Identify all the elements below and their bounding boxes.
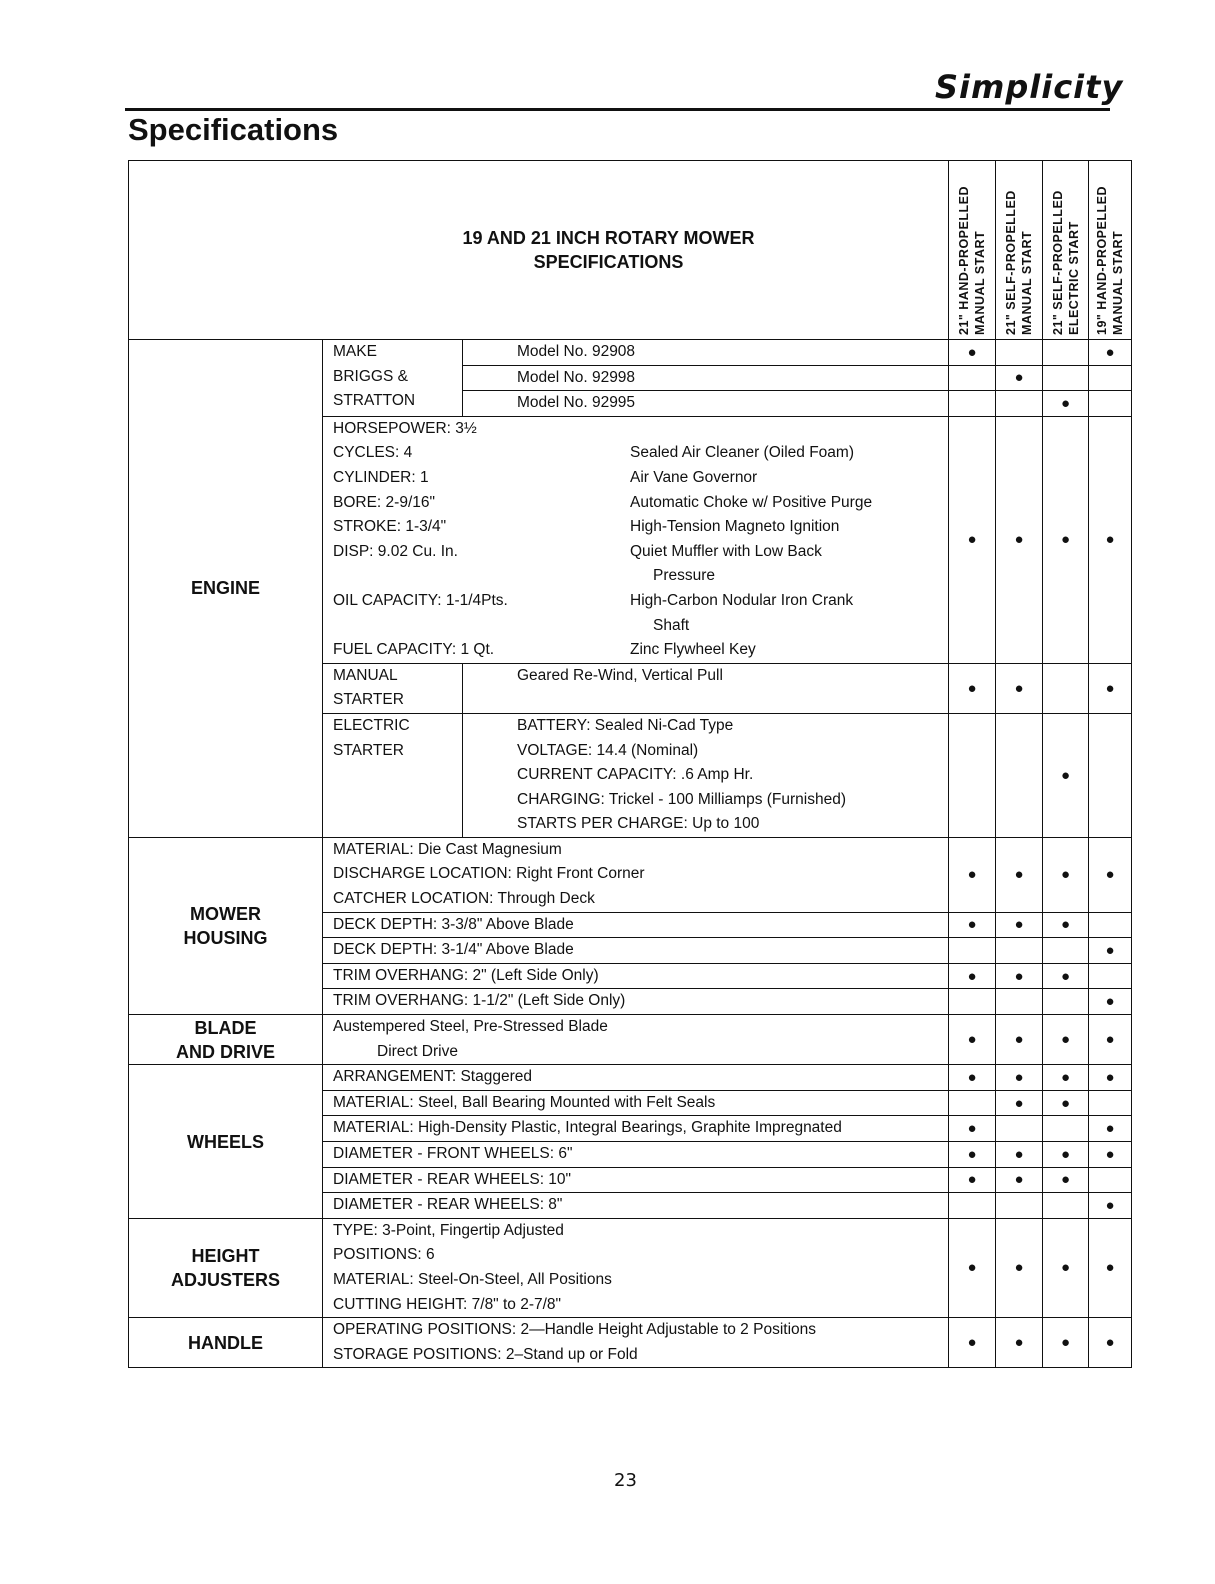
engine-spec-left: OIL CAPACITY: 1-1/4Pts. <box>333 591 508 609</box>
check-cell <box>949 837 996 912</box>
bullet-icon: ● <box>967 1145 977 1163</box>
bullet-icon: ● <box>1060 394 1071 412</box>
spec-line: OPERATING POSITIONS: 2—Handle Height Adjustable to 2 Positions <box>333 1321 817 1339</box>
column-header-line: 19" HAND-PROPELLED <box>1095 186 1110 335</box>
check-cell <box>996 837 1043 912</box>
check-cell <box>1089 989 1132 1015</box>
bullet-icon: ● <box>1105 866 1115 884</box>
check-cell <box>1089 340 1132 366</box>
spec-line: DIAMETER - FRONT WHEELS: 6" <box>333 1145 573 1162</box>
section-label-height-adjusters <box>129 1218 323 1317</box>
bullet-icon: ● <box>1105 1069 1115 1087</box>
section-label-line: ADJUSTERS <box>170 1269 281 1290</box>
check-cell <box>949 912 996 938</box>
check-cell <box>996 416 1043 663</box>
bullet-icon: ● <box>1060 866 1071 884</box>
bullet-icon: ● <box>1060 1334 1071 1352</box>
bullet-icon: ● <box>1105 1031 1115 1049</box>
spec-line: DIAMETER - REAR WHEELS: 8" <box>333 1196 563 1214</box>
check-cell <box>1043 1167 1089 1193</box>
check-cell <box>1089 713 1132 837</box>
column-header <box>949 161 996 340</box>
check-cell <box>949 1142 996 1168</box>
column-header <box>1089 161 1132 340</box>
spec-row <box>129 837 1132 912</box>
check-cell <box>949 365 996 391</box>
check-cell <box>996 1065 1043 1091</box>
section-label-line: WHEELS <box>186 1131 264 1152</box>
check-cell <box>949 713 996 837</box>
sub-label-line: STARTER <box>333 741 404 759</box>
check-cell <box>996 1015 1043 1065</box>
check-cell <box>1043 1015 1089 1065</box>
section-label-wheels <box>129 1065 323 1219</box>
spec-content <box>323 963 949 989</box>
check-cell <box>996 1090 1043 1116</box>
bullet-icon: ● <box>1105 679 1115 697</box>
spec-line: Geared Re-Wind, Vertical Pull <box>517 666 723 684</box>
check-cell <box>996 391 1043 417</box>
spec-row <box>129 1318 1132 1368</box>
check-cell <box>949 1090 996 1116</box>
section-label-handle <box>129 1318 323 1368</box>
engine-spec-left <box>333 564 630 589</box>
sub-label <box>323 713 463 837</box>
spec-line: CHARGING: Trickel - 100 Milliamps (Furnished) <box>517 790 847 808</box>
bullet-icon: ● <box>1014 916 1024 934</box>
spec-line: DISCHARGE LOCATION: Right Front Corner <box>333 865 645 883</box>
bullet-icon: ● <box>1060 1171 1071 1189</box>
check-cell <box>1089 1167 1132 1193</box>
bullet-icon: ● <box>1014 1334 1024 1352</box>
spec-row <box>129 1218 1132 1317</box>
section-label-line: HOUSING <box>183 927 268 948</box>
sub-label-line: BRIGGS & <box>333 367 408 385</box>
check-cell <box>1089 963 1132 989</box>
bullet-icon: ● <box>1105 1145 1115 1163</box>
check-cell <box>949 391 996 417</box>
check-cell <box>1043 1193 1089 1219</box>
spec-content <box>323 912 949 938</box>
section-label-blade-and drive <box>129 1015 323 1065</box>
bullet-icon: ● <box>967 866 977 884</box>
engine-spec-grid <box>323 417 948 663</box>
engine-spec-left: CYCLES: 4 <box>333 444 413 462</box>
check-cell <box>1043 1116 1089 1142</box>
bullet-icon: ● <box>1014 1069 1024 1087</box>
spec-line: STORAGE POSITIONS: 2–Stand up or Fold <box>333 1345 638 1363</box>
bullet-icon: ● <box>1014 967 1024 985</box>
bullet-icon: ● <box>1014 1031 1024 1049</box>
column-header-text <box>1094 165 1126 335</box>
check-cell <box>1043 837 1089 912</box>
check-cell <box>949 989 996 1015</box>
check-cell <box>1043 912 1089 938</box>
check-cell <box>1043 1065 1089 1091</box>
check-cell <box>949 1167 996 1193</box>
spec-content <box>463 391 949 417</box>
check-cell <box>1089 391 1132 417</box>
check-cell <box>949 1015 996 1065</box>
simplicity-logo: Simplicity <box>935 68 1124 106</box>
check-cell <box>949 1116 996 1142</box>
bullet-icon: ● <box>1060 967 1071 985</box>
check-cell <box>1089 1015 1132 1065</box>
spec-content <box>323 1193 949 1219</box>
check-cell <box>996 1116 1043 1142</box>
check-cell <box>1089 837 1132 912</box>
spec-line: TYPE: 3-Point, Fingertip Adjusted <box>333 1221 564 1239</box>
bullet-icon: ● <box>967 916 977 934</box>
spec-content <box>323 938 949 964</box>
check-cell <box>1043 365 1089 391</box>
spec-content <box>323 1116 949 1142</box>
bullet-icon: ● <box>1014 866 1024 884</box>
bullet-icon: ● <box>967 1259 977 1277</box>
engine-spec-left: BORE: 2-9/16" <box>333 493 435 511</box>
check-cell <box>1089 1218 1132 1317</box>
spec-content <box>323 1090 949 1116</box>
section-label-line: ENGINE <box>190 578 260 599</box>
page-number: 23 <box>614 1470 637 1491</box>
engine-spec-right: High-Tension Magneto Ignition <box>630 518 840 536</box>
spec-line: DIAMETER - REAR WHEELS: 10" <box>333 1170 572 1188</box>
check-cell <box>949 1218 996 1317</box>
spec-line: POSITIONS: 6 <box>333 1246 435 1264</box>
check-cell <box>1043 340 1089 366</box>
engine-spec-right <box>630 417 948 442</box>
check-cell <box>996 938 1043 964</box>
check-cell <box>949 416 996 663</box>
engine-spec-right: Shaft <box>653 616 690 634</box>
spec-content <box>323 989 949 1015</box>
check-cell <box>996 1218 1043 1317</box>
spec-line: ARRANGEMENT: Staggered <box>333 1068 532 1086</box>
engine-spec-left: DISP: 9.02 Cu. In. <box>333 542 458 560</box>
spec-line: Direct Drive <box>377 1042 458 1060</box>
engine-spec-left: STROKE: 1-3/4" <box>333 518 447 536</box>
bullet-icon: ● <box>1060 1031 1071 1049</box>
check-cell <box>996 989 1043 1015</box>
check-cell <box>1089 416 1132 663</box>
table-title-line: SPECIFICATIONS <box>533 252 684 272</box>
bullet-icon: ● <box>1014 1094 1024 1112</box>
check-cell <box>996 1318 1043 1368</box>
page-title: Specifications <box>128 112 339 147</box>
check-cell <box>949 1193 996 1219</box>
bullet-icon: ● <box>1105 343 1115 361</box>
spec-line: MATERIAL: Die Cast Magnesium <box>333 840 562 858</box>
column-header-line: 21" SELF-PROPELLED <box>1004 190 1019 335</box>
bullet-icon: ● <box>967 1171 977 1189</box>
check-cell <box>996 963 1043 989</box>
section-label-line: MOWER <box>190 903 261 924</box>
bullet-icon: ● <box>1105 1334 1115 1352</box>
sub-label <box>323 663 463 713</box>
spec-content <box>323 1167 949 1193</box>
check-cell <box>1043 391 1089 417</box>
bullet-icon: ● <box>967 1334 977 1352</box>
table-title <box>129 161 949 340</box>
bullet-icon: ● <box>1060 1069 1071 1087</box>
section-label-line: AND DRIVE <box>175 1041 275 1062</box>
spec-content <box>463 663 949 713</box>
check-cell <box>1043 663 1089 713</box>
check-cell <box>949 938 996 964</box>
spec-line: STARTS PER CHARGE: Up to 100 <box>517 815 760 833</box>
sub-label-line: ELECTRIC <box>333 716 410 734</box>
engine-spec-right: Quiet Muffler with Low Back <box>630 542 822 560</box>
table-header-row <box>129 161 1132 340</box>
bullet-icon: ● <box>1060 531 1071 549</box>
check-cell <box>1089 663 1132 713</box>
spec-content <box>463 713 949 837</box>
check-cell <box>1043 963 1089 989</box>
sub-label-line: MANUAL <box>333 666 398 684</box>
column-header-line: MANUAL START <box>973 230 988 335</box>
check-cell <box>949 1318 996 1368</box>
engine-spec-left <box>333 614 630 639</box>
spec-row <box>129 340 1132 366</box>
check-cell <box>996 1142 1043 1168</box>
engine-spec-left: HORSEPOWER: 3½ <box>333 419 477 437</box>
spec-line: CUTTING HEIGHT: 7/8" to 2-7/8" <box>333 1295 562 1313</box>
engine-spec-right: Zinc Flywheel Key <box>630 641 756 659</box>
check-cell <box>1089 1090 1132 1116</box>
spec-content <box>323 1015 949 1065</box>
bullet-icon: ● <box>1014 531 1024 549</box>
bullet-icon: ● <box>1060 916 1071 934</box>
column-header-line: ELECTRIC START <box>1066 221 1081 335</box>
check-cell <box>1089 938 1132 964</box>
check-cell <box>996 1167 1043 1193</box>
bullet-icon: ● <box>1105 531 1115 549</box>
bullet-icon: ● <box>967 531 977 549</box>
sub-label-line: STRATTON <box>333 392 416 410</box>
check-cell <box>1043 989 1089 1015</box>
spec-content <box>323 1218 949 1317</box>
engine-spec-left: FUEL CAPACITY: 1 Qt. <box>333 641 495 659</box>
bullet-icon: ● <box>967 343 977 361</box>
section-label-mower-housing <box>129 837 323 1014</box>
check-cell <box>996 912 1043 938</box>
column-header-line: MANUAL START <box>1020 230 1035 335</box>
spec-line: TRIM OVERHANG: 1-1/2" (Left Side Only) <box>333 992 626 1010</box>
spec-line: Model No. 92998 <box>517 368 636 386</box>
check-cell <box>996 663 1043 713</box>
bullet-icon: ● <box>1014 1259 1024 1277</box>
bullet-icon: ● <box>1014 679 1024 697</box>
bullet-icon: ● <box>1105 1120 1115 1138</box>
specifications-table <box>128 160 1132 1368</box>
spec-line: CATCHER LOCATION: Through Deck <box>333 890 595 908</box>
check-cell <box>949 663 996 713</box>
sub-label-line: STARTER <box>333 691 404 709</box>
spec-line: DECK DEPTH: 3-1/4" Above Blade <box>333 941 574 959</box>
check-cell <box>1089 365 1132 391</box>
check-cell <box>1089 1142 1132 1168</box>
check-cell <box>1089 1193 1132 1219</box>
spec-content <box>463 365 949 391</box>
engine-specs <box>323 416 949 663</box>
bullet-icon: ● <box>1060 1259 1071 1277</box>
section-label-engine <box>129 340 323 838</box>
section-label-line: HANDLE <box>188 1332 263 1353</box>
engine-spec-right: Pressure <box>653 567 716 585</box>
spec-row <box>129 1065 1132 1091</box>
spec-content <box>323 837 949 912</box>
header-rule <box>125 108 1110 111</box>
spec-row <box>129 1015 1132 1065</box>
table-title-line: 19 AND 21 INCH ROTARY MOWER <box>462 228 755 248</box>
check-cell <box>996 365 1043 391</box>
bullet-icon: ● <box>1014 369 1024 387</box>
spec-line: VOLTAGE: 14.4 (Nominal) <box>517 741 699 759</box>
spec-content <box>463 340 949 366</box>
check-cell <box>1043 713 1089 837</box>
check-cell <box>1043 1142 1089 1168</box>
spec-line: Model No. 92908 <box>517 343 636 360</box>
spec-line: BATTERY: Sealed Ni-Cad Type <box>517 716 734 734</box>
engine-spec-right: Sealed Air Cleaner (Oiled Foam) <box>630 444 854 462</box>
bullet-icon: ● <box>1060 766 1071 784</box>
spec-line: Austempered Steel, Pre-Stressed Blade <box>333 1018 608 1036</box>
spec-line: CURRENT CAPACITY: .6 Amp Hr. <box>517 766 754 784</box>
check-cell <box>949 340 996 366</box>
check-cell <box>1089 912 1132 938</box>
spec-line: TRIM OVERHANG: 2" (Left Side Only) <box>333 966 599 984</box>
check-cell <box>1043 938 1089 964</box>
column-header-line: 21" HAND-PROPELLED <box>957 186 972 335</box>
sub-label <box>323 340 463 417</box>
bullet-icon: ● <box>967 1031 977 1049</box>
bullet-icon: ● <box>967 679 977 697</box>
bullet-icon: ● <box>1105 1196 1115 1214</box>
bullet-icon: ● <box>1105 942 1115 960</box>
bullet-icon: ● <box>1060 1145 1071 1163</box>
check-cell <box>1043 1090 1089 1116</box>
bullet-icon: ● <box>1105 1259 1115 1277</box>
engine-spec-right: Automatic Choke w/ Positive Purge <box>630 493 873 511</box>
bullet-icon: ● <box>1014 1171 1024 1189</box>
bullet-icon: ● <box>967 1120 977 1138</box>
bullet-icon: ● <box>967 967 977 985</box>
check-cell <box>996 340 1043 366</box>
spec-line: MATERIAL: Steel-On-Steel, All Positions <box>333 1270 612 1288</box>
spec-line: MATERIAL: High-Density Plastic, Integral Bearings, Graphite Impregnated <box>333 1119 842 1137</box>
check-cell <box>1089 1318 1132 1368</box>
bullet-icon: ● <box>1060 1094 1071 1112</box>
bullet-icon: ● <box>1105 993 1115 1011</box>
check-cell <box>996 713 1043 837</box>
spec-content <box>323 1318 949 1368</box>
check-cell <box>1089 1116 1132 1142</box>
check-cell <box>1043 416 1089 663</box>
check-cell <box>1043 1218 1089 1317</box>
section-label-line: BLADE <box>194 1017 257 1038</box>
column-header <box>1043 161 1089 340</box>
column-header-line: 21" SELF-PROPELLED <box>1050 190 1065 335</box>
column-header-text <box>1050 165 1082 335</box>
engine-spec-left: CYLINDER: 1 <box>333 468 429 486</box>
check-cell <box>949 963 996 989</box>
column-header-text <box>956 165 988 335</box>
bullet-icon: ● <box>1014 1145 1024 1163</box>
spec-content <box>323 1065 949 1091</box>
sub-label-line: MAKE <box>333 343 377 360</box>
spec-line: DECK DEPTH: 3-3/8" Above Blade <box>333 915 574 933</box>
check-cell <box>996 1193 1043 1219</box>
section-label-line: HEIGHT <box>191 1245 260 1266</box>
engine-spec-right: Air Vane Governor <box>630 468 758 486</box>
bullet-icon: ● <box>967 1069 977 1087</box>
spec-line: MATERIAL: Steel, Ball Bearing Mounted with Felt Seals <box>333 1093 716 1111</box>
column-header <box>996 161 1043 340</box>
spec-content <box>323 1142 949 1168</box>
check-cell <box>1043 1318 1089 1368</box>
check-cell <box>1089 1065 1132 1091</box>
spec-line: Model No. 92995 <box>517 394 636 412</box>
column-header-text <box>1003 165 1035 335</box>
check-cell <box>949 1065 996 1091</box>
column-header-line: MANUAL START <box>1111 230 1126 335</box>
engine-spec-right: High-Carbon Nodular Iron Crank <box>630 591 854 609</box>
